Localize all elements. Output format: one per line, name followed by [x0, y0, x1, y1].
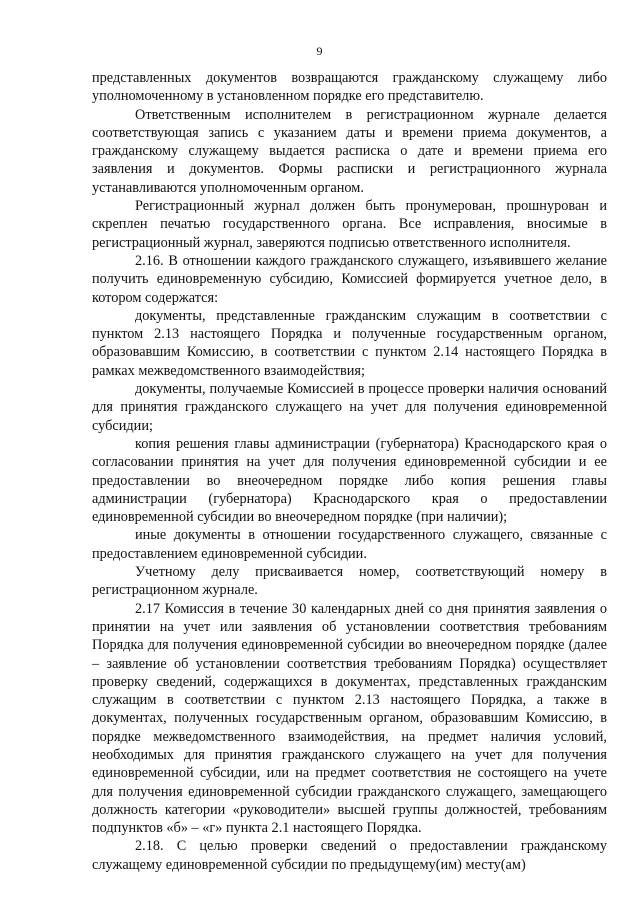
paragraph-2-18: 2.18. С целью проверки сведений о предоставлении гражданскому служащему единовременной субсидии по предыдущему(им) месту(ам) [92, 838, 607, 873]
paragraph-other-documents: иные документы в отношении государственного служащего, связанные с предоставлением единовременной субсидии. [92, 527, 607, 562]
page-number: 9 [316, 44, 323, 58]
paragraph-governor-decision-copy: копия решения главы администрации (губернатора) Краснодарского края о согласовании принятия на учет для получения единовременной субсидии и ее предоставлении во внеочередном порядке либо копия решения главы администрации (губернатора) Краснодарского края о предоставлении единовременной субсидии во внеочередном порядке (при наличии); [92, 435, 607, 526]
paragraph-continuation: представленных документов возвращаются гражданскому служащему либо уполномоченному в установленном порядке его представителю. [92, 70, 607, 105]
paragraph-registration-record: Ответственным исполнителем в регистрационном журнале делается соответствующая запись с указанием даты и времени приема документов, а гражданскому служащему выдается расписка о дате и времени приема его заявления и документов. Формы расписки и регистрационного журнала устанавливаются уполномоченным органом. [92, 106, 607, 196]
paragraph-2-16: 2.16. В отношении каждого гражданского служащего, изъявившего желание получить единовременную субсидию, Комиссией формируется учетное дело, в котором содержатся: [92, 252, 607, 306]
paragraph-2-17: 2.17 Комиссия в течение 30 календарных дней со дня принятия заявления о принятии на учет или заявления об установлении соответствия требованиям Порядка для получения единовременной субсидии во внеочередном порядке (далее – заявление об установлении соответствия требованиям Порядка) осуществляет проверку сведений, содержащихся в документах, представленных гражданским служащим в соответствии с пунктом 2.13 настоящего Порядка, а также в документах, полученных государственным органом, образовавшим Комиссию, в порядке межведомственного взаимодействия, на предмет наличия условий, необходимых для принятия гражданского служащего на учет для получения единовременной субсидии, или на предмет соответствия не состоящего на учете для получения единовременной субсидии гражданского служащего, замещающего должность категории «руководители» высшей группы должностей, требованиям подпунктов «б» – «г» пункта 2.1 настоящего Порядка. [92, 600, 607, 837]
paragraph-registration-journal: Регистрационный журнал должен быть пронумерован, прошнурован и скреплен печатью государственного органа. Все исправления, вносимые в регистрационный журнал, заверяются подписью ответственного исполнителя. [92, 198, 607, 251]
paragraph-documents-submitted: документы, представленные гражданским служащим в соответствии с пунктом 2.13 настоящего Порядка и полученные государственным органом, образовавшим Комиссию, в соответствии с пунктом 2.14 настоящего Порядка в рамках межведомственного взаимодействия; [92, 307, 607, 379]
paragraph-documents-received: документы, получаемые Комиссией в процессе проверки наличия оснований для принятия гражданского служащего на учет для получения единовременной субсидии; [92, 381, 607, 434]
paragraph-case-number: Учетному делу присваивается номер, соответствующий номеру в регистрационном журнале. [92, 564, 607, 599]
